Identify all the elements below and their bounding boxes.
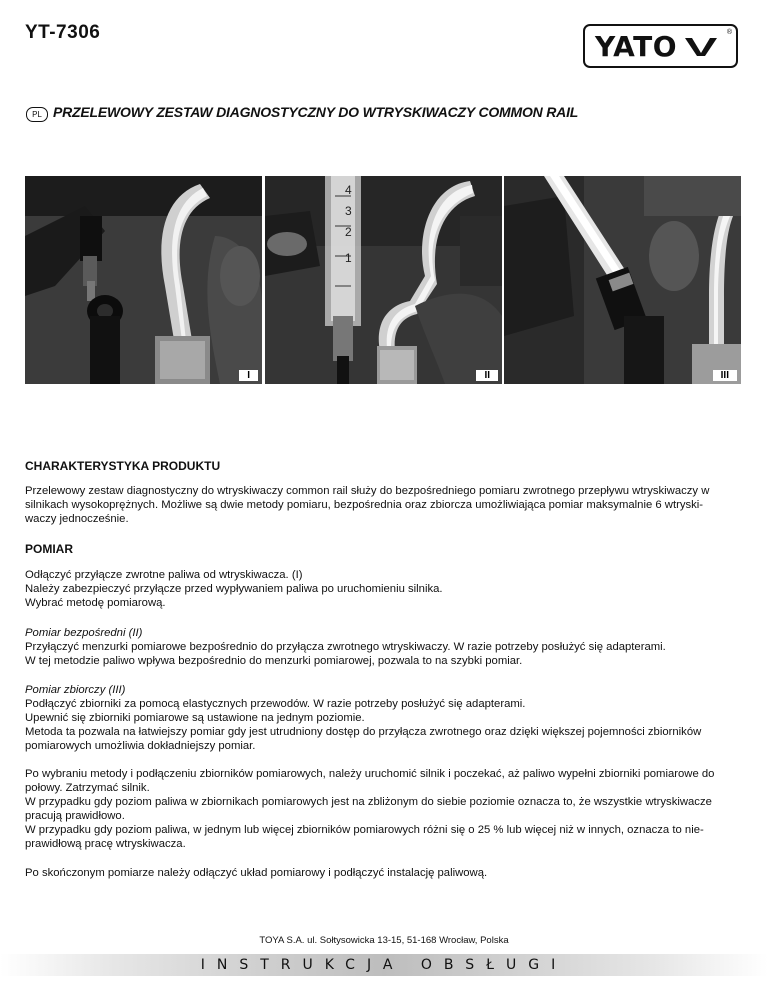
text-line: Przyłączyć menzurki pomiarowe bezpośrednio do przyłącza zwrotnego wtryskiwaczy. W razie potrzeby posłużyć się adapterami. <box>25 641 666 653</box>
text-line: W przypadku gdy poziom paliwa w zbiornikach pomiarowych jest na zbliżonym do siebie poziomie oznacza to, że wszystkie wtryskiwacze <box>25 796 712 808</box>
photo-illustration-2 <box>265 176 502 384</box>
measurement-intro <box>25 568 742 610</box>
photo-label: II <box>476 370 498 381</box>
language-badge: PL <box>26 107 48 122</box>
text-line: połowy. Zatrzymać silnik. <box>25 782 150 794</box>
text-line: Metoda ta pozwala na łatwiejszy pomiar gdy jest utrudniony dostęp do przyłącza zwrotnego oraz dzięki większej pojemności zbiorników <box>25 726 702 738</box>
text-line: pomiarowych umożliwia dokładniejszy pomiar. <box>25 740 256 752</box>
measurement-result <box>25 767 742 851</box>
section-heading-features: CHARAKTERYSTYKA PRODUKTU <box>25 459 221 473</box>
photo-direct-measurement <box>265 176 502 384</box>
text-line: Podłączyć zbiorniki za pomocą elastycznych przewodów. W razie potrzeby posłużyć się adapterami. <box>25 698 526 710</box>
footer-instruction-label: INSTRUKCJA OBSŁUGI <box>200 957 568 973</box>
text-line: Należy zabezpieczyć przyłącze przed wypływaniem paliwa po uruchomieniu silnika. <box>25 583 443 595</box>
text-line: waczy jednocześnie. <box>25 513 129 525</box>
logo-text: YATO <box>595 29 677 63</box>
logo-mark-icon <box>683 34 719 58</box>
photo-illustration-1 <box>25 176 262 384</box>
features-paragraph <box>25 484 742 526</box>
text-line: silnikach wysokoprężnych. Możliwe są dwie metody pomiaru, bezpośrednia oraz zbiorcza umożliwiająca pomiar maksymalnie 6 wtryski- <box>25 499 704 511</box>
scale-mark: 4 <box>345 183 352 197</box>
text-line: Po skończonym pomiarze należy odłączyć układ pomiarowy i podłączyć instalację paliwową. <box>25 867 488 879</box>
text-line: prawidłową pracę wtryskiwacza. <box>25 838 186 850</box>
company-address: TOYA S.A. ul. Sołtysowicka 13-15, 51-168 Wrocław, Polska <box>259 935 509 946</box>
photo-label: I <box>239 370 258 381</box>
photo-label: III <box>713 370 737 381</box>
scale-mark: 1 <box>345 251 352 265</box>
document-title: PRZELEWOWY ZESTAW DIAGNOSTYCZNY DO WTRYSKIWACZY COMMON RAIL <box>53 104 579 120</box>
registered-mark: ® <box>726 29 732 36</box>
text-line: Po wybraniu metody i podłączeniu zbiorników pomiarowych, należy uruchomić silnik i poczekać, aż paliwo wypełni zbiorniki pomiarowe do <box>25 768 715 780</box>
photo-collective-measurement <box>504 176 741 384</box>
subheading-collective: Pomiar zbiorczy (III) <box>25 684 126 696</box>
subheading-direct: Pomiar bezpośredni (II) <box>25 627 143 639</box>
text-line: pracują prawidłowo. <box>25 810 125 822</box>
text-line: Odłączyć przyłącze zwrotne paliwa od wtryskiwacza. (I) <box>25 569 303 581</box>
measurement-final <box>25 866 742 880</box>
photo-illustration-3 <box>504 176 741 384</box>
scale-marks <box>335 182 357 272</box>
section-heading-measurement: POMIAR <box>25 542 73 556</box>
brand-logo <box>583 24 738 68</box>
collective-measurement <box>25 683 742 753</box>
scale-mark: 3 <box>345 204 352 218</box>
text-line: W przypadku gdy poziom paliwa, w jednym lub więcej zbiorników pomiarowych różni się o 25 % lub więcej niż w innych, oznacza to nie- <box>25 824 704 836</box>
scale-mark: 2 <box>345 225 352 239</box>
text-line: W tej metodzie paliwo wpływa bezpośrednio do menzurki pomiarowej, pozwala to na szybki pomiar. <box>25 655 523 667</box>
model-number: YT-7306 <box>25 22 101 43</box>
photo-disconnect-return <box>25 176 262 384</box>
text-line: Wybrać metodę pomiarową. <box>25 597 166 609</box>
direct-measurement <box>25 626 742 668</box>
text-line: Upewnić się zbiorniki pomiarowe są ustawione na jednym poziomie. <box>25 712 365 724</box>
text-line: Przelewowy zestaw diagnostyczny do wtryskiwaczy common rail służy do bezpośredniego pomiaru zwrotnego przepływu wtryskiwaczy w <box>25 485 710 497</box>
